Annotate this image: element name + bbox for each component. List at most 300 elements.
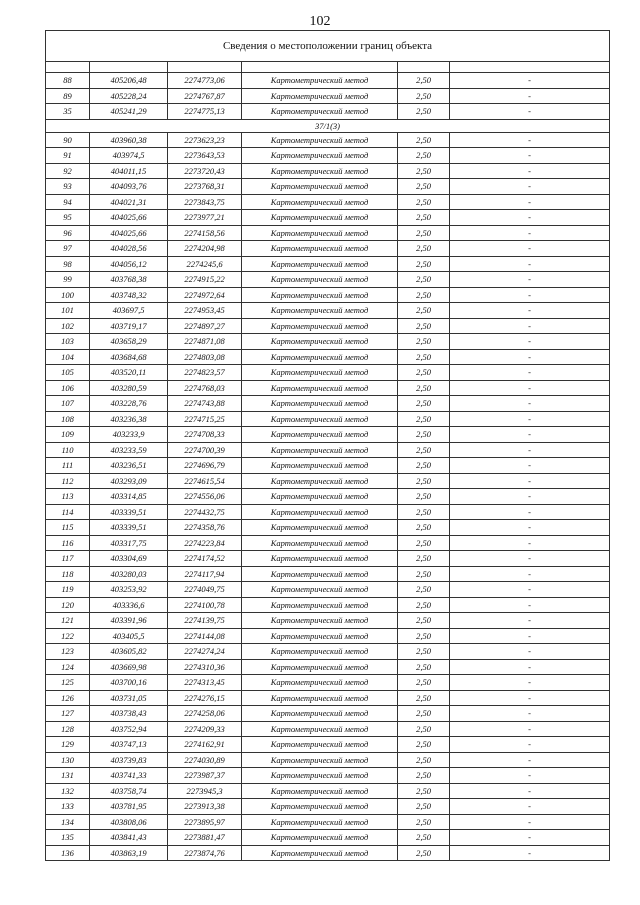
coord-x: 404025,66 — [90, 225, 168, 241]
description: - — [450, 675, 610, 691]
coord-y: 2273881,47 — [168, 830, 242, 846]
method: Картометрический метод — [242, 241, 398, 257]
coord-x: 403863,19 — [90, 845, 168, 861]
point-number: 130 — [46, 752, 90, 768]
accuracy: 2,50 — [398, 148, 450, 164]
coord-y: 2274767,87 — [168, 88, 242, 104]
description: - — [450, 706, 610, 722]
table-row — [46, 194, 610, 210]
accuracy: 2,50 — [398, 814, 450, 830]
description: - — [450, 690, 610, 706]
coord-x: 403719,17 — [90, 318, 168, 334]
coord-x: 403520,11 — [90, 365, 168, 381]
table-row — [46, 303, 610, 319]
coord-x: 403747,13 — [90, 737, 168, 753]
method: Картометрический метод — [242, 675, 398, 691]
coord-y: 2273895,97 — [168, 814, 242, 830]
coord-y: 2274274,24 — [168, 644, 242, 660]
table-row — [46, 380, 610, 396]
method: Картометрический метод — [242, 520, 398, 536]
accuracy: 2,50 — [398, 442, 450, 458]
point-number: 123 — [46, 644, 90, 660]
method: Картометрический метод — [242, 628, 398, 644]
point-number: 131 — [46, 768, 90, 784]
coord-y: 2274204,98 — [168, 241, 242, 257]
table-row — [46, 272, 610, 288]
coord-y: 2274708,33 — [168, 427, 242, 443]
point-number: 127 — [46, 706, 90, 722]
point-number: 94 — [46, 194, 90, 210]
coord-y: 2274823,57 — [168, 365, 242, 381]
coord-x: 403280,03 — [90, 566, 168, 582]
point-number: 120 — [46, 597, 90, 613]
accuracy: 2,50 — [398, 737, 450, 753]
method: Картометрический метод — [242, 644, 398, 660]
point-number: 106 — [46, 380, 90, 396]
coord-y: 2274803,08 — [168, 349, 242, 365]
coord-x: 403841,43 — [90, 830, 168, 846]
method: Картометрический метод — [242, 799, 398, 815]
coord-y: 2274871,08 — [168, 334, 242, 350]
description: - — [450, 737, 610, 753]
method: Картометрический метод — [242, 163, 398, 179]
point-number: 117 — [46, 551, 90, 567]
description: - — [450, 520, 610, 536]
accuracy: 2,50 — [398, 473, 450, 489]
method: Картометрический метод — [242, 365, 398, 381]
coord-y: 2274223,84 — [168, 535, 242, 551]
point-number: 122 — [46, 628, 90, 644]
accuracy: 2,50 — [398, 396, 450, 412]
table-row — [46, 799, 610, 815]
coord-x: 403336,6 — [90, 597, 168, 613]
point-number: 96 — [46, 225, 90, 241]
coord-x: 404028,56 — [90, 241, 168, 257]
table-row — [46, 256, 610, 272]
description: - — [450, 644, 610, 660]
table-row — [46, 148, 610, 164]
table-row — [46, 613, 610, 629]
coord-y: 2274358,76 — [168, 520, 242, 536]
coord-x: 404011,15 — [90, 163, 168, 179]
table-row — [46, 520, 610, 536]
coord-y: 2274209,33 — [168, 721, 242, 737]
subheader-cell — [242, 62, 398, 73]
method: Картометрический метод — [242, 535, 398, 551]
method: Картометрический метод — [242, 768, 398, 784]
point-number: 89 — [46, 88, 90, 104]
table-row — [46, 566, 610, 582]
method: Картометрический метод — [242, 551, 398, 567]
description: - — [450, 659, 610, 675]
table-row — [46, 179, 610, 195]
table-row — [46, 768, 610, 784]
coord-x: 403669,98 — [90, 659, 168, 675]
method: Картометрический метод — [242, 597, 398, 613]
method: Картометрический метод — [242, 458, 398, 474]
coord-y: 2273843,75 — [168, 194, 242, 210]
point-number: 107 — [46, 396, 90, 412]
coord-x: 403339,51 — [90, 520, 168, 536]
accuracy: 2,50 — [398, 272, 450, 288]
coord-y: 2274030,89 — [168, 752, 242, 768]
coord-y: 2274953,45 — [168, 303, 242, 319]
accuracy: 2,50 — [398, 566, 450, 582]
coord-x: 403236,38 — [90, 411, 168, 427]
method: Картометрический метод — [242, 504, 398, 520]
coord-x: 403280,59 — [90, 380, 168, 396]
table-row — [46, 365, 610, 381]
method: Картометрический метод — [242, 442, 398, 458]
description: - — [450, 73, 610, 89]
table-row — [46, 706, 610, 722]
description: - — [450, 225, 610, 241]
accuracy: 2,50 — [398, 194, 450, 210]
description: - — [450, 104, 610, 120]
description: - — [450, 721, 610, 737]
table-row — [46, 473, 610, 489]
point-number: 97 — [46, 241, 90, 257]
accuracy: 2,50 — [398, 799, 450, 815]
description: - — [450, 613, 610, 629]
description: - — [450, 458, 610, 474]
method: Картометрический метод — [242, 73, 398, 89]
coord-y: 2273643,53 — [168, 148, 242, 164]
accuracy: 2,50 — [398, 644, 450, 660]
accuracy: 2,50 — [398, 104, 450, 120]
coord-y: 2273977,21 — [168, 210, 242, 226]
coord-x: 403233,59 — [90, 442, 168, 458]
description: - — [450, 380, 610, 396]
accuracy: 2,50 — [398, 334, 450, 350]
table-row — [46, 690, 610, 706]
table-row — [46, 396, 610, 412]
table-row — [46, 104, 610, 120]
accuracy: 2,50 — [398, 659, 450, 675]
coord-y: 2274139,75 — [168, 613, 242, 629]
table-row — [46, 551, 610, 567]
coord-x: 403304,69 — [90, 551, 168, 567]
point-number: 100 — [46, 287, 90, 303]
description: - — [450, 365, 610, 381]
point-number: 102 — [46, 318, 90, 334]
accuracy: 2,50 — [398, 287, 450, 303]
method: Картометрический метод — [242, 706, 398, 722]
description: - — [450, 132, 610, 148]
coord-x: 404093,76 — [90, 179, 168, 195]
description: - — [450, 628, 610, 644]
description: - — [450, 411, 610, 427]
point-number: 118 — [46, 566, 90, 582]
subheader-cell — [398, 62, 450, 73]
accuracy: 2,50 — [398, 303, 450, 319]
section-label: 37/1(3) — [46, 119, 610, 132]
coord-y: 2273945,3 — [168, 783, 242, 799]
method: Картометрический метод — [242, 88, 398, 104]
point-number: 88 — [46, 73, 90, 89]
method: Картометрический метод — [242, 334, 398, 350]
coord-y: 2274245,6 — [168, 256, 242, 272]
coord-x: 403314,85 — [90, 489, 168, 505]
coord-x: 403684,68 — [90, 349, 168, 365]
page-number: 102 — [309, 14, 331, 29]
method: Картометрический метод — [242, 737, 398, 753]
coord-x: 403739,83 — [90, 752, 168, 768]
table-row — [46, 442, 610, 458]
coord-y: 2274775,13 — [168, 104, 242, 120]
accuracy: 2,50 — [398, 783, 450, 799]
description: - — [450, 272, 610, 288]
coord-x: 403974,5 — [90, 148, 168, 164]
point-number: 121 — [46, 613, 90, 629]
method: Картометрический метод — [242, 210, 398, 226]
accuracy: 2,50 — [398, 132, 450, 148]
method: Картометрический метод — [242, 783, 398, 799]
table-row — [46, 88, 610, 104]
point-number: 90 — [46, 132, 90, 148]
coord-y: 2274162,91 — [168, 737, 242, 753]
table-row — [46, 489, 610, 505]
coord-y: 2274049,75 — [168, 582, 242, 598]
description: - — [450, 88, 610, 104]
point-number: 103 — [46, 334, 90, 350]
coord-x: 403405,5 — [90, 628, 168, 644]
point-number: 119 — [46, 582, 90, 598]
table-row — [46, 458, 610, 474]
accuracy: 2,50 — [398, 520, 450, 536]
table-row — [46, 752, 610, 768]
point-number: 95 — [46, 210, 90, 226]
table-row — [46, 830, 610, 846]
coord-x: 404025,66 — [90, 210, 168, 226]
coord-x: 404056,12 — [90, 256, 168, 272]
accuracy: 2,50 — [398, 88, 450, 104]
accuracy: 2,50 — [398, 845, 450, 861]
coord-y: 2274100,78 — [168, 597, 242, 613]
table-row — [46, 659, 610, 675]
table-row — [46, 675, 610, 691]
description: - — [450, 535, 610, 551]
coord-y: 2274972,64 — [168, 287, 242, 303]
accuracy: 2,50 — [398, 706, 450, 722]
coord-x: 403228,76 — [90, 396, 168, 412]
table-title: Сведения о местоположении границ объекта — [46, 31, 610, 62]
coord-y: 2274310,36 — [168, 659, 242, 675]
accuracy: 2,50 — [398, 179, 450, 195]
coord-x: 405228,24 — [90, 88, 168, 104]
table-title-row — [46, 31, 610, 62]
method: Картометрический метод — [242, 272, 398, 288]
method: Картометрический метод — [242, 380, 398, 396]
method: Картометрический метод — [242, 473, 398, 489]
coord-x: 403391,96 — [90, 613, 168, 629]
accuracy: 2,50 — [398, 210, 450, 226]
description: - — [450, 210, 610, 226]
table-row — [46, 845, 610, 861]
description: - — [450, 179, 610, 195]
point-number: 125 — [46, 675, 90, 691]
description: - — [450, 427, 610, 443]
method: Картометрический метод — [242, 287, 398, 303]
method: Картометрический метод — [242, 582, 398, 598]
point-number: 92 — [46, 163, 90, 179]
accuracy: 2,50 — [398, 427, 450, 443]
table-row — [46, 334, 610, 350]
description: - — [450, 814, 610, 830]
accuracy: 2,50 — [398, 551, 450, 567]
method: Картометрический метод — [242, 303, 398, 319]
method: Картометрический метод — [242, 396, 398, 412]
coord-y: 2274258,06 — [168, 706, 242, 722]
coord-x: 403697,5 — [90, 303, 168, 319]
accuracy: 2,50 — [398, 458, 450, 474]
table-row — [46, 225, 610, 241]
table-row — [46, 287, 610, 303]
point-number: 101 — [46, 303, 90, 319]
description: - — [450, 551, 610, 567]
coord-x: 403658,29 — [90, 334, 168, 350]
description: - — [450, 597, 610, 613]
point-number: 98 — [46, 256, 90, 272]
accuracy: 2,50 — [398, 535, 450, 551]
coord-y: 2273720,43 — [168, 163, 242, 179]
point-number: 115 — [46, 520, 90, 536]
description: - — [450, 163, 610, 179]
coord-x: 403317,75 — [90, 535, 168, 551]
coord-y: 2274174,52 — [168, 551, 242, 567]
coord-y: 2273987,37 — [168, 768, 242, 784]
accuracy: 2,50 — [398, 830, 450, 846]
coord-y: 2274556,06 — [168, 489, 242, 505]
accuracy: 2,50 — [398, 768, 450, 784]
method: Картометрический метод — [242, 194, 398, 210]
accuracy: 2,50 — [398, 380, 450, 396]
method: Картометрический метод — [242, 659, 398, 675]
accuracy: 2,50 — [398, 318, 450, 334]
description: - — [450, 504, 610, 520]
accuracy: 2,50 — [398, 241, 450, 257]
description: - — [450, 442, 610, 458]
accuracy: 2,50 — [398, 675, 450, 691]
coordinates-table — [45, 30, 610, 861]
description: - — [450, 148, 610, 164]
coord-y: 2274915,22 — [168, 272, 242, 288]
method: Картометрический метод — [242, 318, 398, 334]
accuracy: 2,50 — [398, 225, 450, 241]
method: Картометрический метод — [242, 613, 398, 629]
table-row — [46, 73, 610, 89]
method: Картометрический метод — [242, 814, 398, 830]
coord-x: 403960,38 — [90, 132, 168, 148]
description: - — [450, 303, 610, 319]
point-number: 110 — [46, 442, 90, 458]
method: Картометрический метод — [242, 349, 398, 365]
section-row — [46, 119, 610, 132]
table-row — [46, 163, 610, 179]
coord-x: 403731,05 — [90, 690, 168, 706]
table-row — [46, 411, 610, 427]
description: - — [450, 830, 610, 846]
coord-y: 2274743,88 — [168, 396, 242, 412]
point-number: 132 — [46, 783, 90, 799]
table-row — [46, 318, 610, 334]
coord-y: 2274696,79 — [168, 458, 242, 474]
table-row — [46, 721, 610, 737]
table-row — [46, 504, 610, 520]
accuracy: 2,50 — [398, 349, 450, 365]
coord-y: 2274158,56 — [168, 225, 242, 241]
method: Картометрический метод — [242, 427, 398, 443]
method: Картометрический метод — [242, 179, 398, 195]
coord-x: 404021,31 — [90, 194, 168, 210]
description: - — [450, 396, 610, 412]
table-row — [46, 582, 610, 598]
description: - — [450, 783, 610, 799]
accuracy: 2,50 — [398, 628, 450, 644]
accuracy: 2,50 — [398, 504, 450, 520]
table-row — [46, 210, 610, 226]
point-number: 105 — [46, 365, 90, 381]
description: - — [450, 752, 610, 768]
coord-y: 2273768,31 — [168, 179, 242, 195]
coord-x: 403605,82 — [90, 644, 168, 660]
point-number: 128 — [46, 721, 90, 737]
accuracy: 2,50 — [398, 582, 450, 598]
point-number: 113 — [46, 489, 90, 505]
accuracy: 2,50 — [398, 489, 450, 505]
coord-y: 2274773,06 — [168, 73, 242, 89]
method: Картометрический метод — [242, 752, 398, 768]
accuracy: 2,50 — [398, 752, 450, 768]
coord-x: 403781,95 — [90, 799, 168, 815]
point-number: 126 — [46, 690, 90, 706]
coord-y: 2274897,27 — [168, 318, 242, 334]
coord-x: 403738,43 — [90, 706, 168, 722]
coord-y: 2273913,38 — [168, 799, 242, 815]
coord-x: 403741,33 — [90, 768, 168, 784]
coord-x: 403233,9 — [90, 427, 168, 443]
accuracy: 2,50 — [398, 256, 450, 272]
point-number: 116 — [46, 535, 90, 551]
point-number: 91 — [46, 148, 90, 164]
method: Картометрический метод — [242, 489, 398, 505]
coord-x: 403293,09 — [90, 473, 168, 489]
accuracy: 2,50 — [398, 365, 450, 381]
coord-y: 2274615,54 — [168, 473, 242, 489]
description: - — [450, 287, 610, 303]
method: Картометрический метод — [242, 830, 398, 846]
method: Картометрический метод — [242, 148, 398, 164]
coord-y: 2274700,39 — [168, 442, 242, 458]
coord-y: 2274715,25 — [168, 411, 242, 427]
accuracy: 2,50 — [398, 721, 450, 737]
coord-y: 2274432,75 — [168, 504, 242, 520]
coord-x: 405206,48 — [90, 73, 168, 89]
accuracy: 2,50 — [398, 690, 450, 706]
table-row — [46, 814, 610, 830]
coord-y: 2273874,76 — [168, 845, 242, 861]
point-number: 133 — [46, 799, 90, 815]
table-subheader-row — [46, 62, 610, 73]
description: - — [450, 241, 610, 257]
point-number: 129 — [46, 737, 90, 753]
subheader-cell — [450, 62, 610, 73]
method: Картометрический метод — [242, 411, 398, 427]
point-number: 108 — [46, 411, 90, 427]
method: Картометрический метод — [242, 256, 398, 272]
table-row — [46, 737, 610, 753]
coord-x: 403808,06 — [90, 814, 168, 830]
